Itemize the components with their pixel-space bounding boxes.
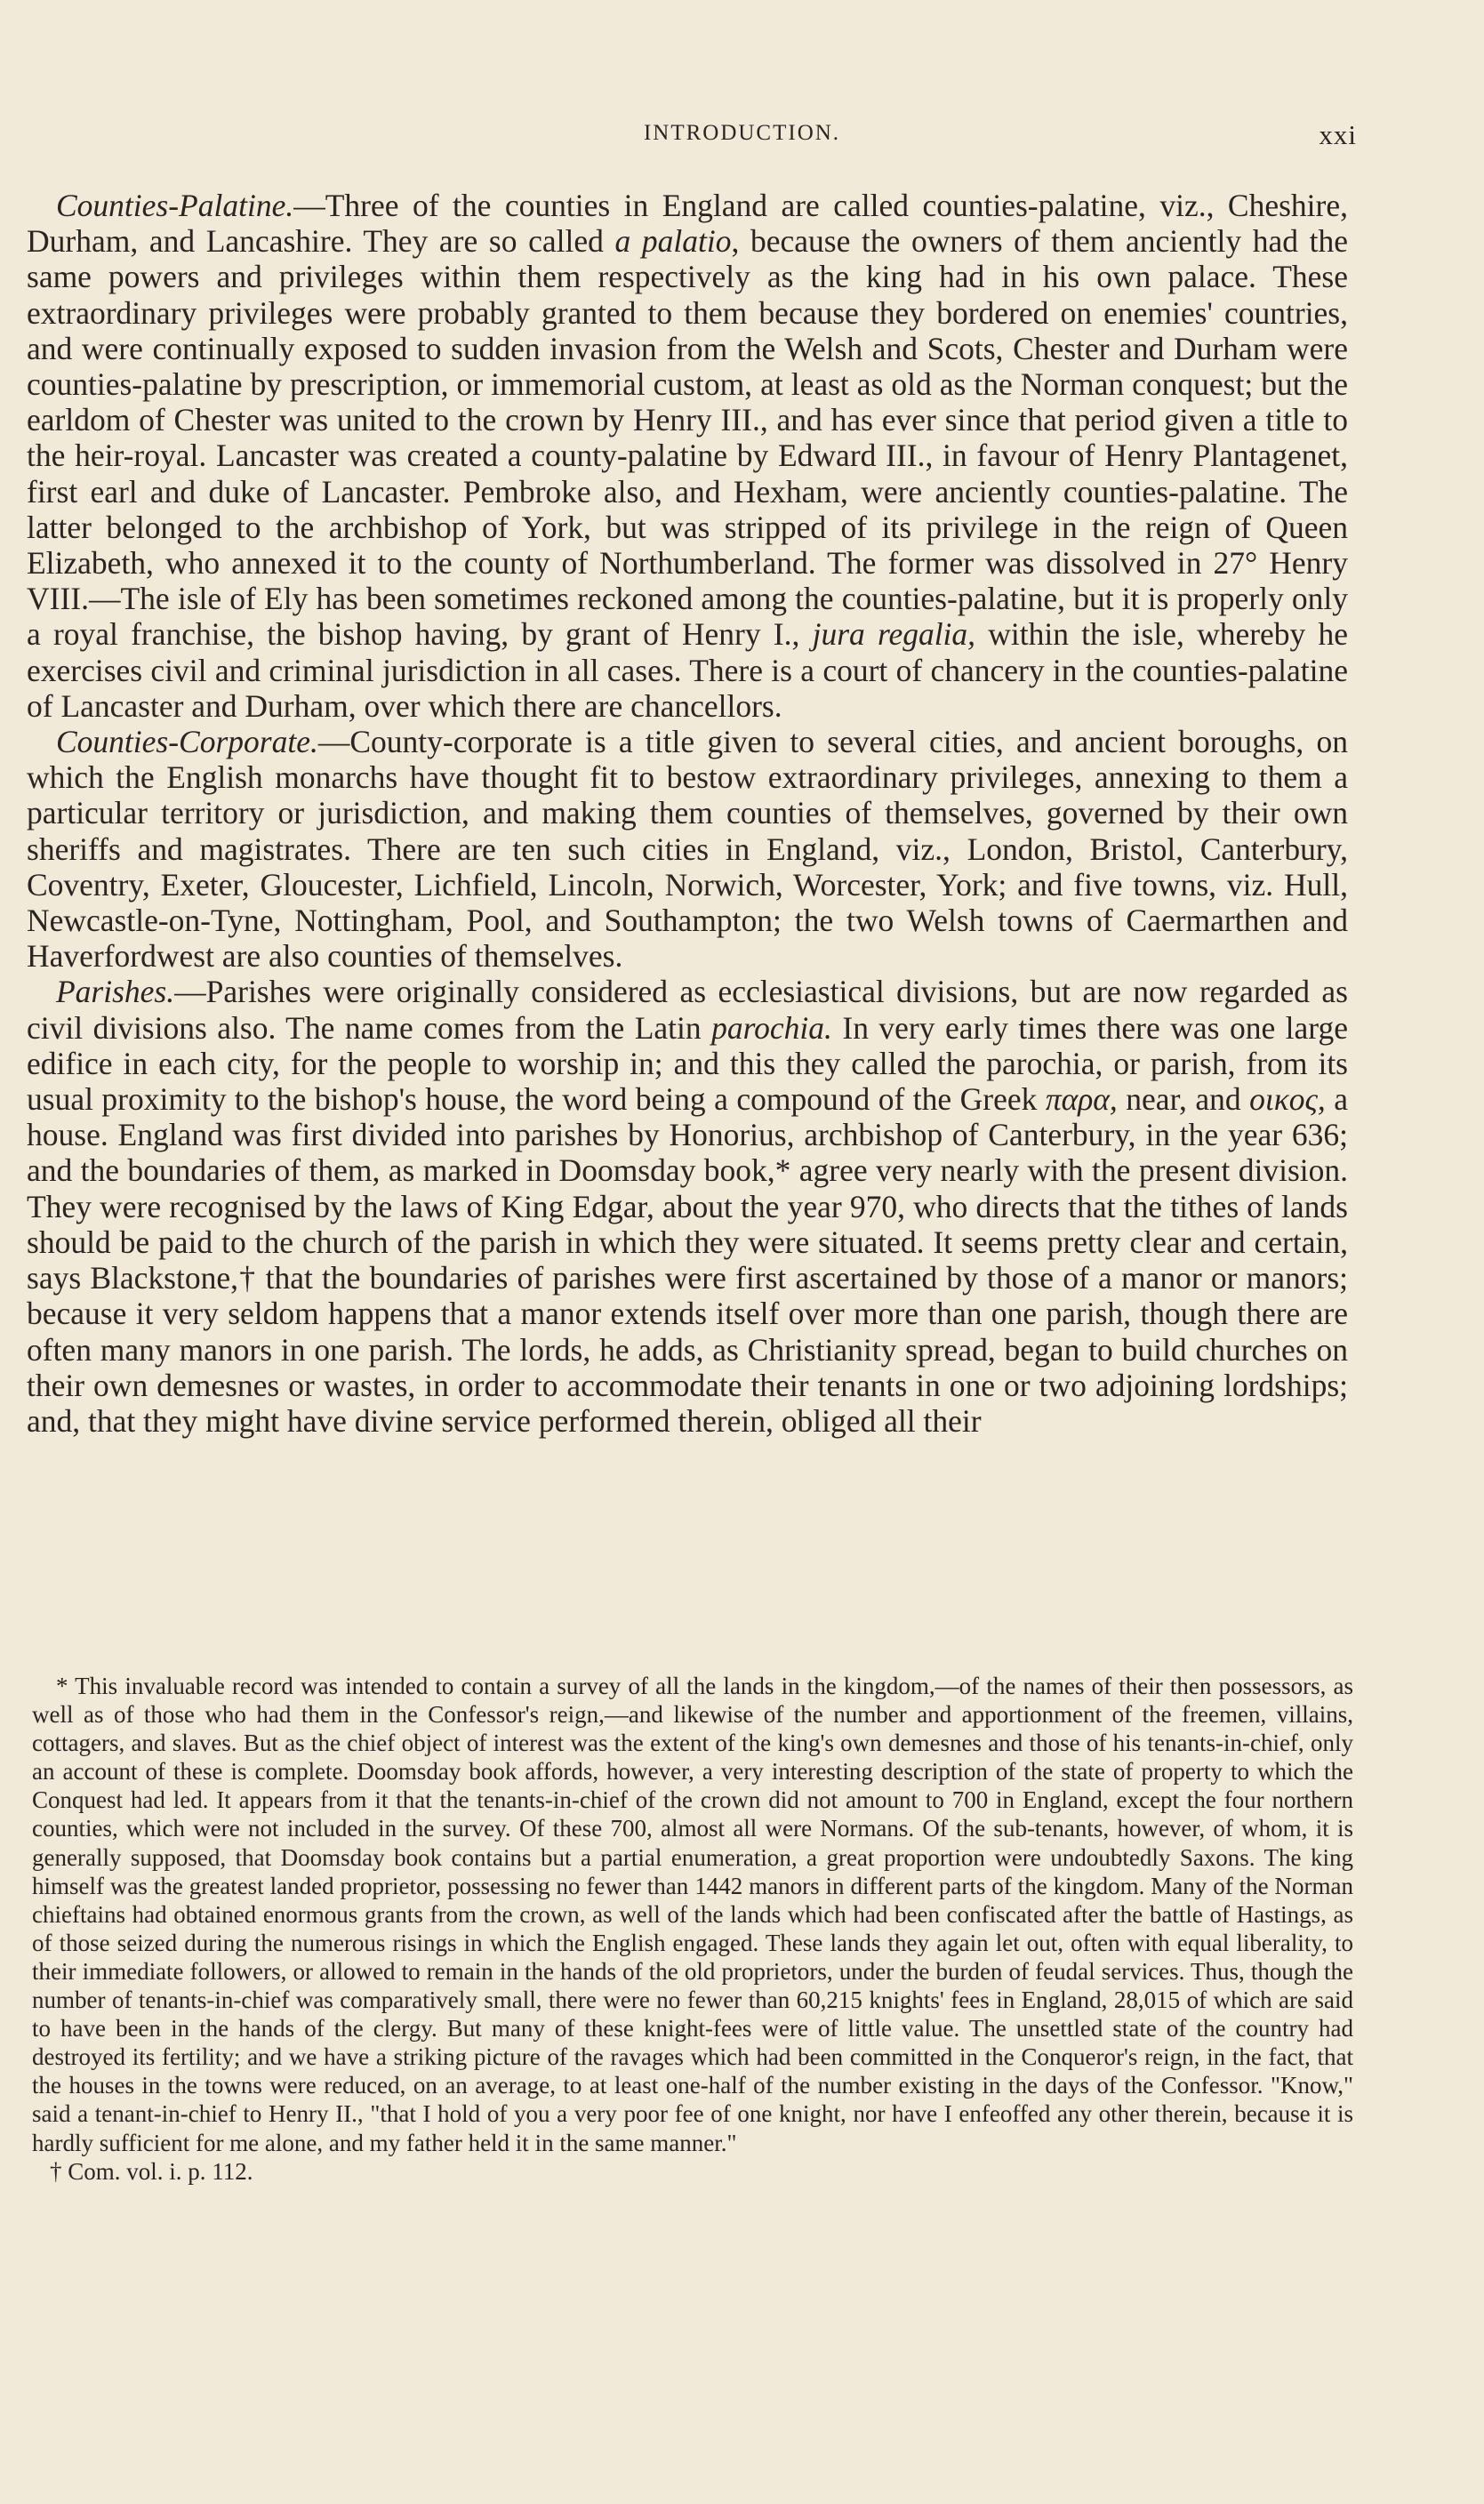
paragraph-text: —County-corporate is a title given to several cities, and ancient boroughs, on which the English monarchs have thought fit to bestow extraordinary privileges, annexing to them a particular territory or jurisdiction, and making them counties of themselves, governed by their own sheriffs and magistrates. There are ten such cities in England, viz., London, Bristol, Canterbury, Coventry, Exeter, Gloucester, Lichfield, Lincoln, Norwich, Worcester, York; and five towns, viz. Hull, Newcastle-on-Tyne, Nottingham, Pool, and Southampton; the two Welsh towns of Caermarthen and Haverfordwest are also counties of themselves.	[27, 724, 1348, 975]
page-number: xxi	[1319, 119, 1357, 150]
body-text	[27, 188, 1348, 1439]
latin-phrase: a palatio	[614, 223, 732, 260]
paragraph-heading: Counties-Palatine.	[56, 188, 294, 223]
greek-word: παρα,	[1045, 1081, 1118, 1118]
paragraph-text: within the isle, whereby he exercises civil and criminal jurisdiction in all cases. There is a court of chancery in the counties-palatine of Lancaster and Durham, over which there are chancellors.	[27, 616, 1348, 724]
footnote-blackstone: † Com. vol. i. p. 112.	[50, 2157, 253, 2185]
paragraph-counties-palatine	[27, 188, 1348, 724]
greek-word: οικος,	[1249, 1081, 1326, 1118]
latin-word: parochia.	[711, 1009, 832, 1046]
paragraph-text: , because the owners of them anciently had the same powers and privileges within them respectively as the king had in his own palace. These extraordinary privileges were probably granted to them because they bordered on enemies' countries, and were continually exposed to sudden invasion from the Welsh and Scots, Chester and Durham were counties-palatine by prescription, or immemorial custom, at least as old as the Norman conquest; but the earldom of Chester was united to the crown by Henry III., and has ever since that period given a title to the heir-royal. Lancaster was created a county-palatine by Edward III., in favour of Henry Plantagenet, first earl and duke of Lancaster. Pembroke also, and Hexham, were anciently counties-palatine. The latter belonged to the archbishop of York, but was stripped of its privilege in the reign of Queen Elizabeth, who annexed it to the county of Northumberland. The former was dissolved in 27° Henry VIII.—The isle of Ely has been sometimes reckoned among the counties-palatine, but it is properly only a royal franchise, the bishop having, by grant of Henry I.,	[27, 223, 1348, 653]
page-header	[0, 121, 1484, 160]
footnotes	[32, 1672, 1353, 2186]
paragraph-text: —Parishes were originally considered as ecclesiastical divisions, but are now regarded as civil divisions also. The name comes from the Latin	[27, 974, 1348, 1046]
paragraph-counties-corporate	[27, 724, 1348, 974]
paragraph-heading: Parishes.	[56, 974, 175, 1010]
paragraph-text: near, and	[1117, 1081, 1250, 1118]
paragraph-heading: Counties-Corporate.	[56, 724, 318, 760]
paragraph-text: In very early times there was one large edifice in each city, for the people to worship in; and this they called the parochia, or parish, from its usual proximity to the bishop's house, the word being a compound of the Greek	[27, 1009, 1348, 1118]
latin-phrase: jura regalia,	[812, 616, 976, 653]
running-title: INTRODUCTION.	[643, 121, 841, 145]
paragraph-text: —Three of the counties in England are called counties-palatine, viz., Cheshire, Durham, and Lancashire. They are so called	[27, 188, 1348, 260]
paragraph-text: a house. England was first divided into parishes by Honorius, archbishop of Canterbury, in the year 636; and the boundaries of them, as marked in Doomsday book,* agree very nearly with the present division. They were recognised by the laws of King Edgar, about the year 970, who directs that the tithes of lands should be paid to the church of the parish in which they were situated. It seems pretty clear and certain, says Blackstone,† that the boundaries of parishes were first ascertained by those of a manor or manors; because it very seldom happens that a manor extends itself over more than one parish, though there are often many manors in one parish. The lords, he adds, as Christianity spread, began to build churches on their own demesnes or wastes, in order to accommodate their tenants in one or two adjoining lordships; and, that they might have divine service performed therein, obliged all their	[27, 1081, 1349, 1439]
footnote-doomsday: * This invaluable record was intended to contain a survey of all the lands in the kingdom,—of the names of their then possessors, as well as of those who had them in the Confessor's reign,—and likewise of the number and apportionment of the freemen, villains, cottagers, and slaves. But as the chief object of interest was the extent of the king's own demesnes and those of his tenants-in-chief, only an account of these is complete. Doomsday book affords, however, a very interesting description of the state of property to which the Conquest had led. It appears from it that the tenants-in-chief of the crown did not amount to 700 in England, except the four northern counties, which were not included in the survey. Of these 700, almost all were Normans. Of the sub-tenants, however, of whom, it is generally supposed, that Doomsday book contains but a partial enumeration, a great proportion were undoubtedly Saxons. The king himself was the greatest landed proprietor, possessing no fewer than 1442 manors in different parts of the kingdom. Many of the Norman chieftains had obtained enormous grants from the crown, as well of the lands which had been confiscated after the battle of Hastings, as of those seized during the numerous risings in which the English engaged. These lands they again let out, often with equal liberality, to their immediate followers, or allowed to remain in the hands of the old proprietors, under the burden of feudal services. Thus, though the number of tenants-in-chief was comparatively small, there were no fewer than 60,215 knights' fees in England, 28,015 of which are said to have been in the hands of the clergy. But many of these knight-fees were of little value. The unsettled state of the country had destroyed its fertility; and we have a striking picture of the ravages which had been committed in the Conqueror's reign, in the fact, that the houses in the towns were reduced, on an average, to at least one-half of the number existing in the days of the Confessor. "Know," said a tenant-in-chief to Henry II., "that I hold of you a very poor fee of one knight, nor have I enfeoffed any other therein, because it is hardly sufficient for me alone, and my father held it in the same manner."	[32, 1673, 1353, 2156]
paragraph-parishes	[27, 974, 1348, 1439]
